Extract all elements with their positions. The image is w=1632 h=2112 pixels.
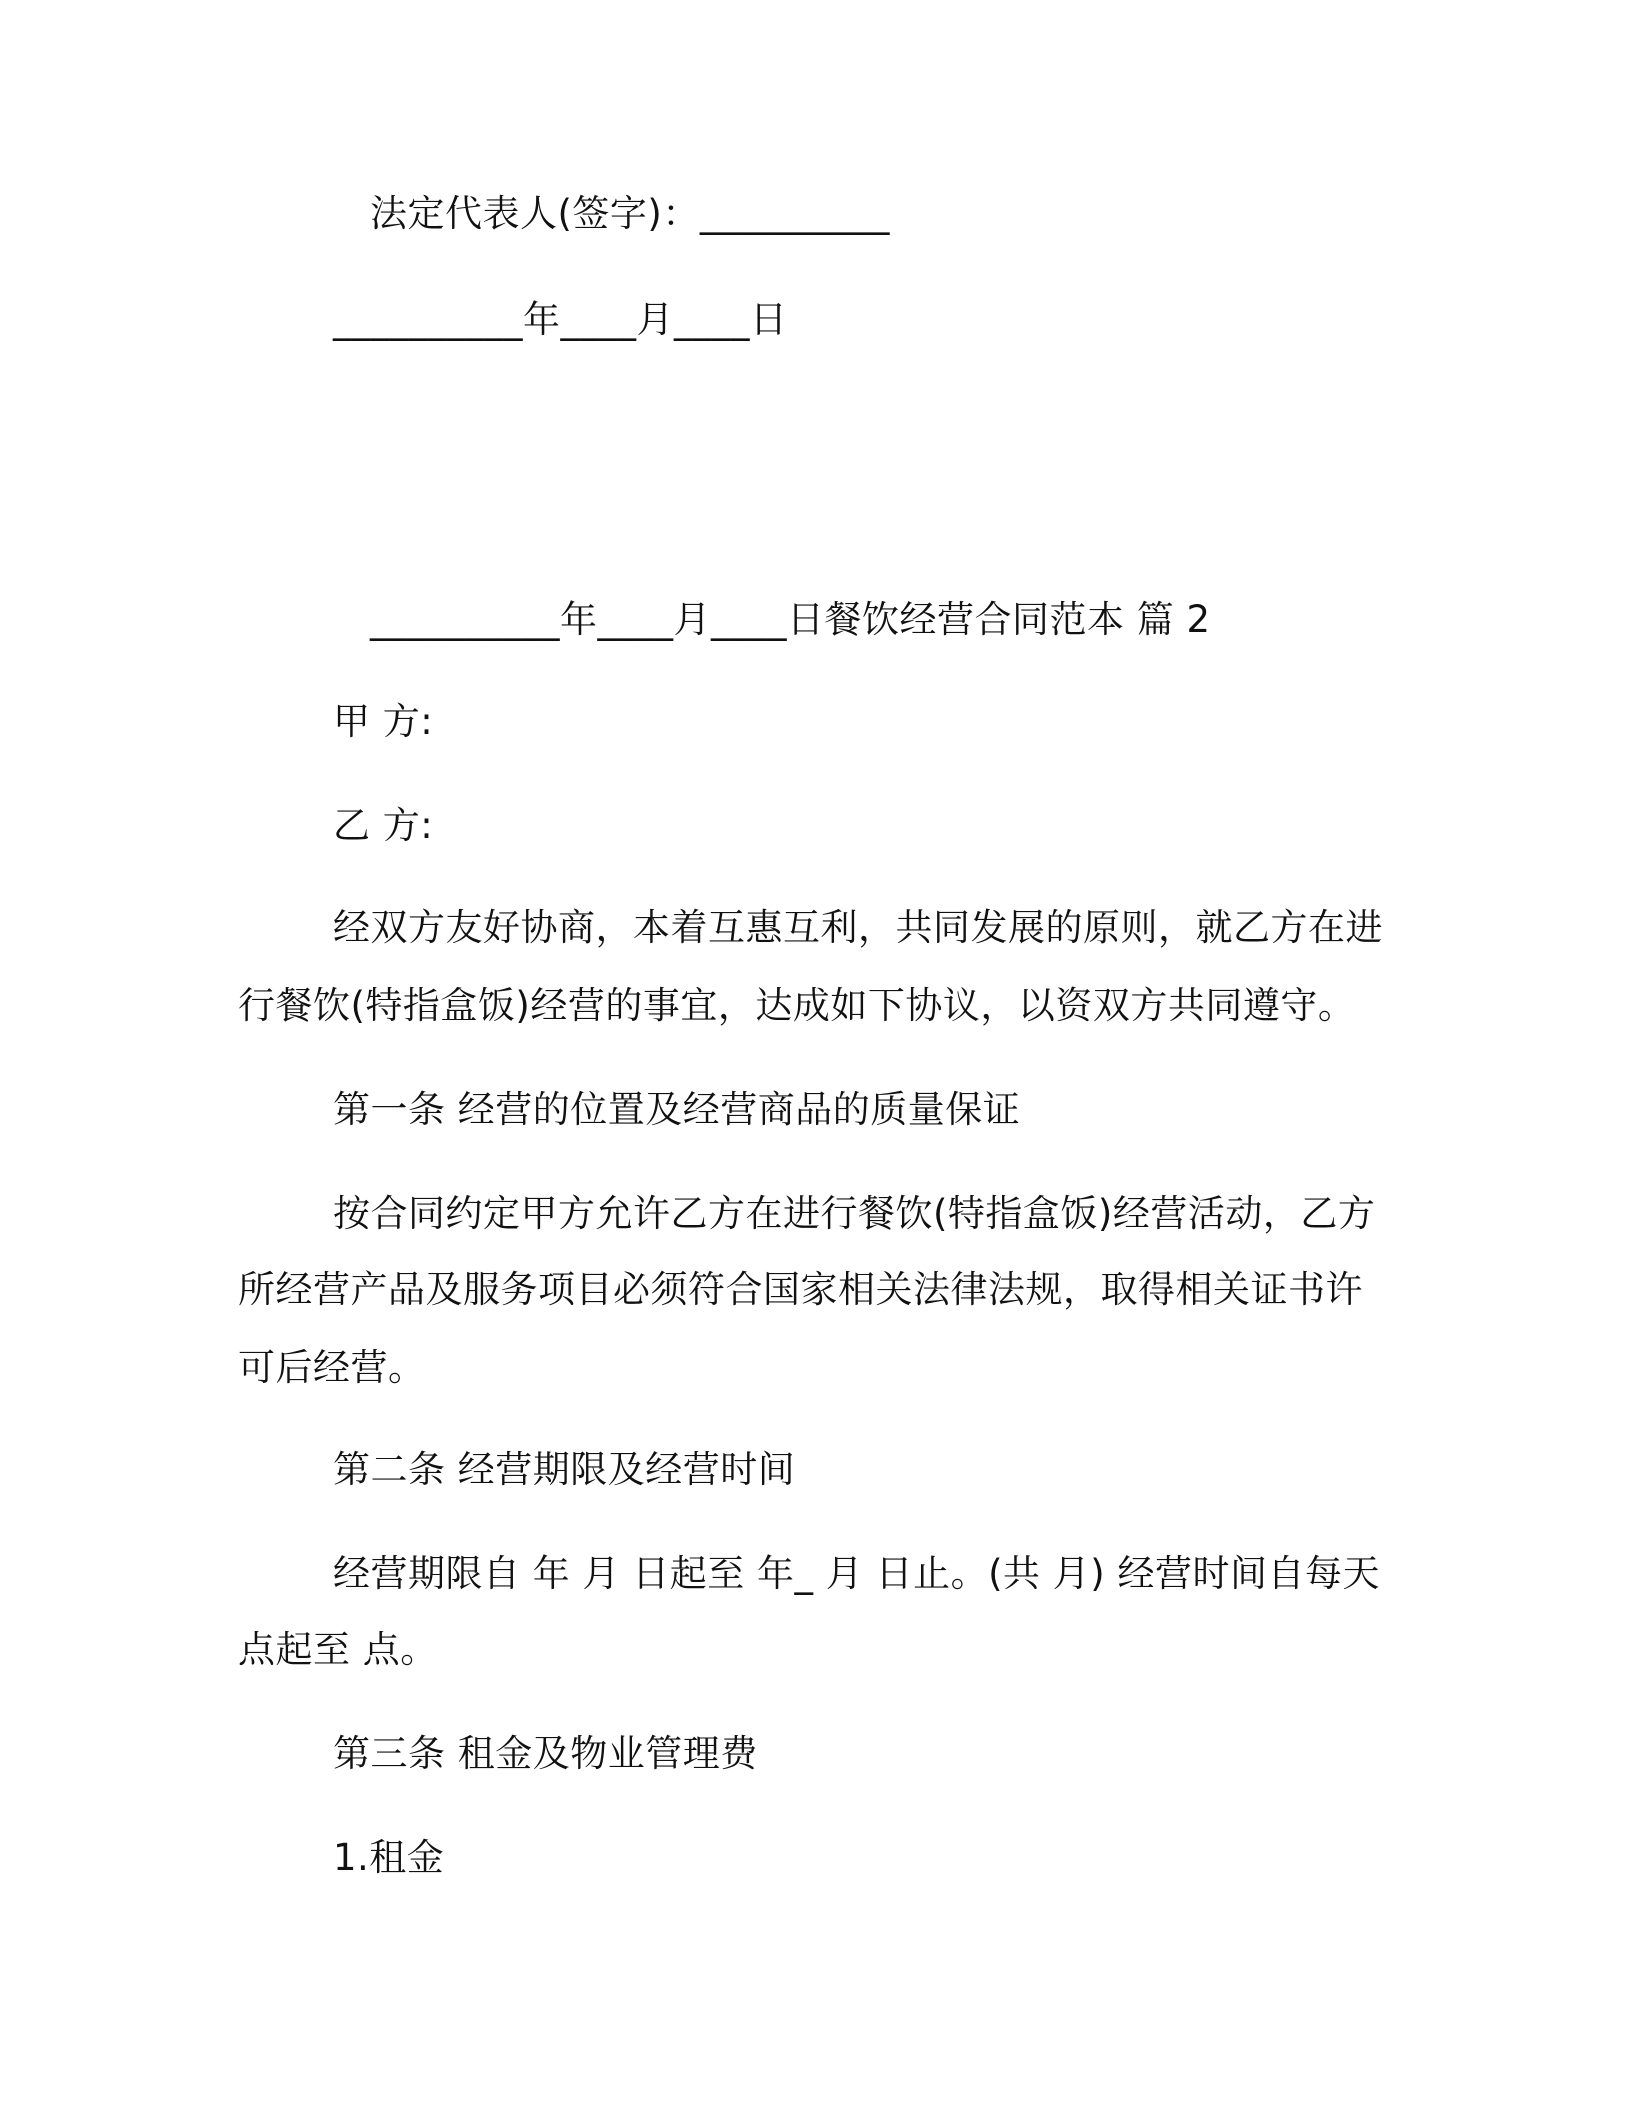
article-1-line-1: 按合同约定甲方允许乙方在进行餐饮(特指盒饭)经营活动，乙方 bbox=[333, 1192, 1376, 1235]
date-line: __________年____月____日 bbox=[333, 298, 788, 341]
preamble-line-1: 经双方友好协商，本着互惠互利，共同发展的原则，就乙方在进 bbox=[333, 906, 1383, 949]
article-3-item-1: 1.租金 bbox=[333, 1836, 445, 1879]
article-1-line-2: 所经营产品及服务项目必须符合国家相关法律法规，取得相关证书许 bbox=[238, 1268, 1363, 1311]
party-b-label: 乙 方: bbox=[333, 804, 434, 847]
legal-representative-signature-line: 法定代表人(签字)：__________ bbox=[370, 192, 890, 235]
article-2-line-2: 点起至 点。 bbox=[238, 1628, 438, 1671]
article-3-heading: 第三条 租金及物业管理费 bbox=[333, 1732, 758, 1775]
article-2-line-1: 经营期限自 年 月 日起至 年_ 月 日止。(共 月) 经营时间自每天 bbox=[333, 1552, 1380, 1595]
preamble-line-2: 行餐饮(特指盒饭)经营的事宜，达成如下协议，以资双方共同遵守。 bbox=[238, 984, 1356, 1027]
contract-title: __________年____月____日餐饮经营合同范本 篇 2 bbox=[370, 598, 1211, 641]
article-1-heading: 第一条 经营的位置及经营商品的质量保证 bbox=[333, 1088, 1021, 1131]
article-2-heading: 第二条 经营期限及经营时间 bbox=[333, 1448, 796, 1491]
article-1-line-3: 可后经营。 bbox=[238, 1346, 426, 1389]
party-a-label: 甲 方: bbox=[333, 700, 434, 743]
